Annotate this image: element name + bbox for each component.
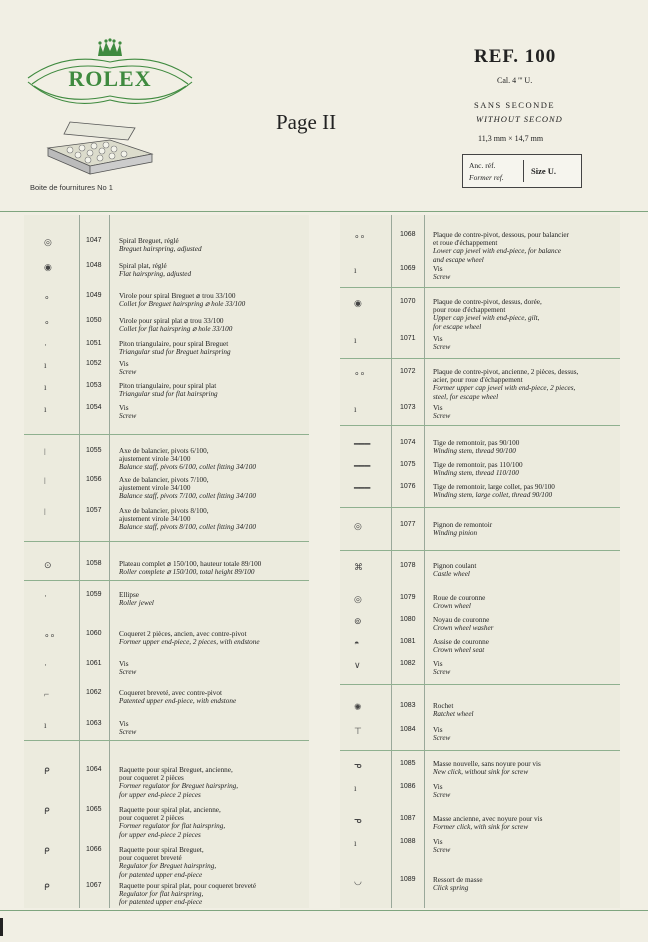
- part-name-french: Raquette pour spiral plat, pour coqueret breveté: [119, 882, 257, 890]
- part-illustration-icon: ⊚: [354, 616, 362, 626]
- part-name-english: Screw: [433, 412, 451, 421]
- right-col-divider-2: [424, 215, 425, 908]
- part-number: 1073: [400, 404, 416, 411]
- part-name-english: Screw: [119, 668, 137, 677]
- table-bottom-rule: [0, 910, 648, 911]
- part-number: 1065: [86, 806, 102, 813]
- part-name-english: for escape wheel: [433, 322, 482, 331]
- part-illustration-icon: ━━━: [354, 483, 371, 493]
- part-number: 1084: [400, 726, 416, 733]
- part-number: 1055: [86, 447, 102, 454]
- part-illustration-icon: ı: [354, 265, 357, 275]
- part-name-french: Raquette pour spiral plat, ancienne,: [119, 806, 221, 814]
- ref-box-divider: [523, 160, 524, 182]
- part-number: 1058: [86, 560, 102, 567]
- size-label: Size U.: [531, 166, 557, 176]
- part-name-english: Former regulator for Breguet hairspring,: [119, 782, 239, 791]
- part-name-french: Vis: [433, 726, 443, 734]
- part-number: 1068: [400, 231, 416, 238]
- part-name-english: for patented upper end-piece: [119, 870, 203, 879]
- part-name-french: Axe de balancier, pivots 8/100,: [119, 507, 209, 515]
- part-name-english: steel, for escape wheel: [433, 392, 499, 401]
- part-name-english: Winding stem, thread 90/100: [433, 447, 516, 456]
- part-number: 1086: [400, 783, 416, 790]
- part-name-english: Screw: [433, 343, 451, 352]
- part-name-french: Vis: [119, 660, 129, 668]
- part-illustration-icon: ◎: [354, 594, 362, 604]
- part-number: 1062: [86, 689, 102, 696]
- caliber-label: Cal. 4 ''' U.: [497, 76, 533, 85]
- part-number: 1081: [400, 638, 416, 645]
- part-number: 1079: [400, 594, 416, 601]
- part-name-english: Triangular stud for Breguet hairspring: [119, 348, 231, 357]
- part-illustration-icon: ✺: [354, 702, 362, 712]
- part-number: 1089: [400, 876, 416, 883]
- parts-box-illustration: [40, 118, 160, 178]
- part-name-french: Piton triangulaire, pour spiral plat: [119, 382, 217, 390]
- part-name-english: Crown wheel seat: [433, 646, 485, 655]
- part-number: 1075: [400, 461, 416, 468]
- part-number: 1053: [86, 382, 102, 389]
- part-illustration-icon: ǀ: [44, 476, 46, 486]
- part-name-french: pour coqueret 2 pièces: [119, 774, 184, 783]
- part-name-french: Ellipse: [119, 591, 139, 599]
- part-name-french: Vis: [433, 783, 443, 791]
- part-number: 1085: [400, 760, 416, 767]
- part-name-french: Plaque de contre-pivot, dessous, pour balancier: [433, 231, 569, 239]
- part-number: 1087: [400, 815, 416, 822]
- part-name-french: Vis: [119, 360, 129, 368]
- part-name-english: Former upper cap jewel with end-piece, 2 pieces,: [433, 384, 576, 393]
- part-illustration-icon: ∘: [44, 317, 50, 327]
- part-illustration-icon: ∨: [354, 660, 361, 670]
- part-illustration-icon: ∘∘: [44, 630, 56, 640]
- part-number: 1057: [86, 507, 102, 514]
- part-illustration-icon: ı: [44, 720, 47, 730]
- part-name-english: Screw: [433, 791, 451, 800]
- part-illustration-icon: ◎: [354, 521, 362, 531]
- left-group-separator: [24, 740, 309, 741]
- part-name-english: Winding stem, large collet, thread 90/100: [433, 491, 553, 500]
- part-illustration-icon: ⌘: [354, 562, 363, 572]
- part-number: 1061: [86, 660, 102, 667]
- part-illustration-icon: ·: [44, 340, 47, 350]
- part-name-english: Roller jewel: [119, 599, 154, 608]
- right-group-separator: [340, 287, 620, 288]
- part-name-english: Screw: [119, 412, 137, 421]
- part-illustration-icon: ᑭ: [44, 882, 50, 892]
- part-name-english: Screw: [433, 734, 451, 743]
- part-number: 1071: [400, 335, 416, 342]
- part-illustration-icon: ━━━: [354, 439, 371, 449]
- part-name-english: New click, without sink for screw: [433, 768, 529, 777]
- part-name-english: Winding pinion: [433, 529, 478, 538]
- part-name-english: Balance staff, pivots 8/100, collet fitting 34/100: [119, 523, 256, 532]
- part-name-french: Pignon coulant: [433, 562, 477, 570]
- table-top-rule: [0, 211, 648, 212]
- part-name-english: Crown wheel: [433, 602, 471, 611]
- part-number: 1048: [86, 262, 102, 269]
- part-number: 1052: [86, 360, 102, 367]
- part-number: 1059: [86, 591, 102, 598]
- without-second-label: WITHOUT SECOND: [476, 114, 563, 124]
- sans-seconde-label: SANS SECONDE: [474, 100, 556, 110]
- part-name-french: Noyau de couronne: [433, 616, 490, 624]
- part-name-french: Virole pour spiral plat ⌀ trou 33/100: [119, 317, 224, 325]
- rolex-logo: [24, 38, 196, 110]
- right-group-separator: [340, 684, 620, 685]
- part-name-french: ajustement virole 34/100: [119, 515, 191, 524]
- part-illustration-icon: ·: [44, 591, 47, 601]
- part-name-english: for upper end-piece 2 pieces: [119, 790, 201, 799]
- part-name-english: Screw: [119, 368, 137, 377]
- part-illustration-icon: ◉: [354, 298, 362, 308]
- part-illustration-icon: ı: [354, 783, 357, 793]
- part-number: 1078: [400, 562, 416, 569]
- part-name-french: Vis: [433, 404, 443, 412]
- part-illustration-icon: ı: [44, 382, 47, 392]
- part-number: 1060: [86, 630, 102, 637]
- part-name-english: Screw: [433, 846, 451, 855]
- part-number: 1067: [86, 882, 102, 889]
- part-name-english: Patented upper end-piece, with endstone: [119, 697, 237, 706]
- part-illustration-icon: ◉: [44, 262, 52, 272]
- left-col-divider-1: [79, 215, 80, 908]
- part-number: 1069: [400, 265, 416, 272]
- part-name-french: Raquette pour spiral Breguet, ancienne,: [119, 766, 233, 774]
- part-name-french: Masse ancienne, avec noyure pour vis: [433, 815, 543, 823]
- part-name-french: Vis: [119, 720, 129, 728]
- part-illustration-icon: ◡: [354, 876, 362, 886]
- dimensions-label: 11,3 mm × 14,7 mm: [478, 134, 544, 143]
- part-illustration-icon: ∘∘: [354, 368, 366, 378]
- part-name-french: Masse nouvelle, sans noyure pour vis: [433, 760, 541, 768]
- part-name-french: Axe de balancier, pivots 6/100,: [119, 447, 209, 455]
- right-group-separator: [340, 550, 620, 551]
- part-name-french: Plateau complet ⌀ 150/100, hauteur totale 89/100: [119, 560, 262, 568]
- part-name-english: Ratchet wheel: [433, 710, 474, 719]
- part-name-french: Vis: [433, 335, 443, 343]
- right-col-divider-1: [391, 215, 392, 908]
- right-group-separator: [340, 507, 620, 508]
- part-name-french: acier, pour roue d'échappement: [433, 376, 523, 385]
- part-name-french: Vis: [119, 404, 129, 412]
- part-name-french: Piton triangulaire, pour spiral Breguet: [119, 340, 229, 348]
- part-number: 1077: [400, 521, 416, 528]
- part-number: 1049: [86, 292, 102, 299]
- part-name-english: and escape wheel: [433, 255, 484, 264]
- part-name-french: Virole pour spiral Breguet ⌀ trou 33/100: [119, 292, 236, 300]
- part-illustration-icon: ǀ: [44, 507, 46, 517]
- page-edge-mark: [0, 918, 3, 936]
- part-name-french: et roue d'échappement: [433, 239, 498, 248]
- part-number: 1066: [86, 846, 102, 853]
- right-group-separator: [340, 425, 620, 426]
- right-group-separator: [340, 750, 620, 751]
- logo-text: ROLEX: [68, 66, 152, 91]
- part-name-french: Vis: [433, 660, 443, 668]
- part-name-english: Lower cap jewel with end-piece, for balance: [433, 247, 561, 256]
- part-illustration-icon: ǀ: [44, 447, 46, 457]
- part-name-english: Upper cap jewel with end-piece, gilt,: [433, 314, 540, 323]
- part-name-english: Former upper end-piece, 2 pieces, with endstone: [119, 638, 260, 647]
- part-name-english: Screw: [433, 668, 451, 677]
- part-name-french: Tige de remontoir, pas 90/100: [433, 439, 520, 447]
- part-illustration-icon: ı: [44, 360, 47, 370]
- part-name-french: Plaque de contre-pivot, dessus, dorée,: [433, 298, 542, 306]
- part-name-english: Breguet hairspring, adjusted: [119, 245, 202, 254]
- part-number: 1082: [400, 660, 416, 667]
- part-illustration-icon: ı: [354, 404, 357, 414]
- part-name-english: Former click, with sink for screw: [433, 823, 529, 832]
- part-name-french: ajustement virole 34/100: [119, 484, 191, 493]
- part-name-english: for patented upper end-piece: [119, 898, 203, 907]
- part-name-english: Crown wheel washer: [433, 624, 494, 633]
- part-number: 1050: [86, 317, 102, 324]
- part-name-french: Raquette pour spiral Breguet,: [119, 846, 204, 854]
- part-name-english: Castle wheel: [433, 570, 470, 579]
- part-number: 1076: [400, 483, 416, 490]
- part-name-english: Click spring: [433, 884, 469, 893]
- part-illustration-icon: ⌐: [44, 689, 50, 699]
- part-name-french: Assise de couronne: [433, 638, 489, 646]
- part-name-french: pour coqueret 2 pièces: [119, 814, 184, 823]
- part-name-english: Screw: [433, 273, 451, 282]
- part-illustration-icon: ·: [44, 660, 47, 670]
- reference-box: [462, 154, 582, 188]
- part-illustration-icon: ᓀ: [354, 815, 362, 825]
- part-illustration-icon: ı: [354, 335, 357, 345]
- part-illustration-icon: ∘∘: [354, 231, 366, 241]
- part-illustration-icon: ᓀ: [354, 760, 362, 770]
- page-title: Page II: [276, 110, 337, 134]
- part-number: 1083: [400, 702, 416, 709]
- part-illustration-icon: ᑭ: [44, 806, 50, 816]
- part-illustration-icon: ᑭ: [44, 766, 50, 776]
- part-name-english: for upper end-piece 2 pieces: [119, 830, 201, 839]
- part-name-french: Ressort de masse: [433, 876, 483, 884]
- part-number: 1054: [86, 404, 102, 411]
- part-name-french: Spiral plat, réglé: [119, 262, 167, 270]
- part-name-french: Coqueret breveté, avec contre-pivot: [119, 689, 222, 697]
- part-name-english: Triangular stud for flat hairspring: [119, 390, 218, 399]
- part-name-french: Coqueret 2 pièces, ancien, avec contre-pivot: [119, 630, 247, 638]
- anc-ref-label: Anc. réf.: [469, 161, 496, 170]
- part-name-english: Balance staff, pivots 7/100, collet fitting 34/100: [119, 492, 256, 501]
- part-illustration-icon: ı: [354, 838, 357, 848]
- part-number: 1063: [86, 720, 102, 727]
- part-name-english: Regulator for flat hairspring,: [119, 890, 204, 899]
- part-number: 1047: [86, 237, 102, 244]
- part-name-english: Collet for Breguet hairspring ⌀ hole 33/100: [119, 300, 246, 309]
- part-number: 1070: [400, 298, 416, 305]
- part-illustration-icon: ━━━: [354, 461, 371, 471]
- part-name-french: Axe de balancier, pivots 7/100,: [119, 476, 209, 484]
- part-name-french: Plaque de contre-pivot, ancienne, 2 pièces, dessus,: [433, 368, 579, 376]
- part-name-english: Regulator for Breguet hairspring,: [119, 862, 217, 871]
- part-name-french: Vis: [433, 265, 443, 273]
- part-number: 1056: [86, 476, 102, 483]
- part-number: 1051: [86, 340, 102, 347]
- part-number: 1080: [400, 616, 416, 623]
- part-name-english: Balance staff, pivots 6/100, collet fitting 34/100: [119, 463, 256, 472]
- left-group-separator: [24, 580, 309, 581]
- part-name-french: Spiral Breguet, réglé: [119, 237, 179, 245]
- part-number: 1074: [400, 439, 416, 446]
- part-number: 1072: [400, 368, 416, 375]
- part-illustration-icon: ᑭ: [44, 846, 50, 856]
- part-name-french: Rochet: [433, 702, 454, 710]
- left-col-divider-2: [109, 215, 110, 908]
- part-name-french: Vis: [433, 838, 443, 846]
- reference-title: REF. 100: [474, 46, 557, 67]
- part-illustration-icon: ı: [44, 404, 47, 414]
- left-group-separator: [24, 541, 309, 542]
- part-name-english: Screw: [119, 728, 137, 737]
- part-illustration-icon: ⊙: [44, 560, 52, 570]
- former-ref-label: Former ref.: [469, 173, 504, 182]
- part-name-french: Roue de couronne: [433, 594, 486, 602]
- part-name-french: Tige de remontoir, pas 110/100: [433, 461, 523, 469]
- part-name-english: Flat hairspring, adjusted: [119, 270, 192, 279]
- part-name-french: pour roue d'échappement: [433, 306, 506, 315]
- part-name-english: Former regulator for flat hairspring,: [119, 822, 226, 831]
- part-illustration-icon: ◎: [44, 237, 52, 247]
- part-name-english: Winding stem, thread 110/100: [433, 469, 519, 478]
- right-group-separator: [340, 358, 620, 359]
- part-name-english: Collet for flat hairspring ⌀ hole 33/100: [119, 325, 233, 334]
- part-name-french: Tige de remontoir, large collet, pas 90/100: [433, 483, 555, 491]
- part-name-english: Roller complete ⌀ 150/100, total height 89/100: [119, 568, 255, 577]
- part-illustration-icon: ◓: [354, 638, 360, 648]
- part-illustration-icon: ⊤: [354, 726, 362, 736]
- left-group-separator: [24, 434, 309, 435]
- part-name-french: pour coqueret breveté: [119, 854, 182, 863]
- box-caption: Boite de fournitures No 1: [30, 183, 113, 192]
- part-number: 1088: [400, 838, 416, 845]
- part-number: 1064: [86, 766, 102, 773]
- part-illustration-icon: ∘: [44, 292, 50, 302]
- part-name-french: ajustement virole 34/100: [119, 455, 191, 464]
- part-name-french: Pignon de remontoir: [433, 521, 493, 529]
